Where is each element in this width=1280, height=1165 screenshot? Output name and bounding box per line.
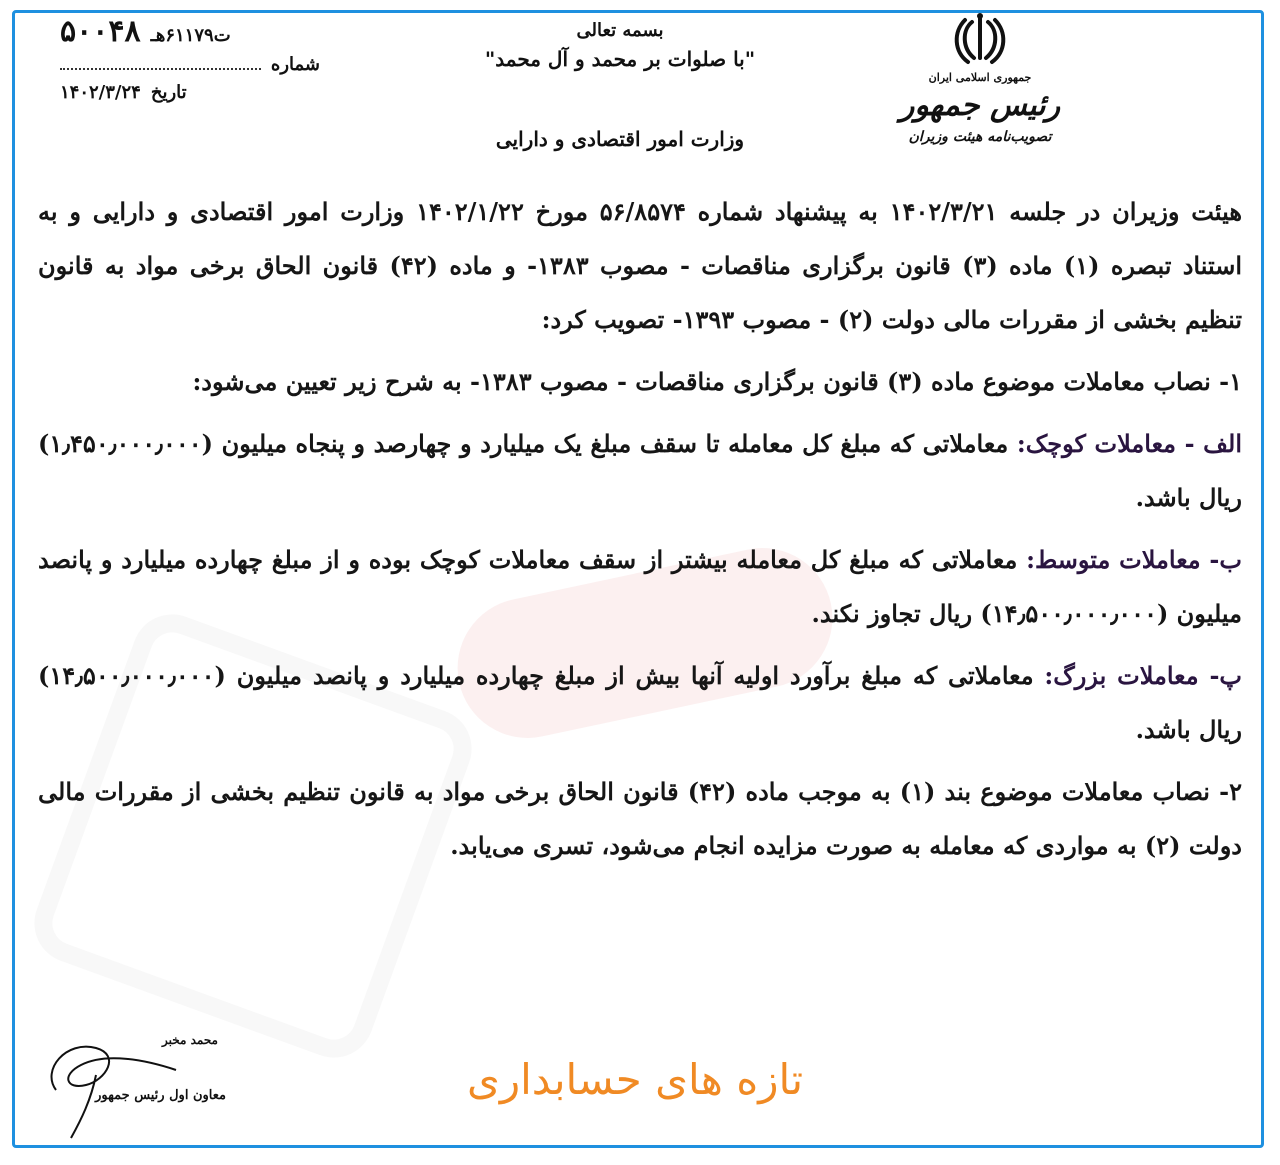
watermark-caption: تازه های حسابداری	[466, 1055, 804, 1104]
signature-mark	[36, 1030, 186, 1140]
presidency-title: رئیس جمهور	[899, 88, 1061, 123]
letter-number-row	[60, 14, 320, 50]
signer-block	[36, 1030, 226, 1106]
clause-1: ۱- نصاب معاملات موضوع ماده (۳) قانون برگزاری مناقصات - مصوب ۱۳۸۳- به شرح زیر تعیین می‌شود:	[192, 367, 1242, 396]
date-label: تاریخ	[150, 82, 187, 103]
recipient: وزارت امور اقتصادی و دارایی	[495, 127, 745, 151]
large-transactions-text: معاملاتی که مبلغ برآورد اولیه آنها بیش از مبلغ چهارده میلیارد و پانصد میلیون (۱۴٫۵۰۰٫۰۰۰٫۰۰۰) ریال باشد.	[38, 661, 1242, 744]
large-transactions-label: پ- معاملات بزرگ:	[1044, 661, 1242, 690]
letter-date: ۱۴۰۲/۳/۲۴	[60, 82, 141, 103]
salavat: "با صلوات بر محمد و آل محمد"	[484, 47, 756, 71]
clause-small-transactions	[38, 417, 1242, 525]
clause-2: ۲- نصاب معاملات موضوع بند (۱) به موجب ماده (۴۲) قانون الحاق برخی مواد به قانون تنظیم بخشی از مقررات مالی دولت (۲) به مواردی که معامله به صورت مزایده انجام می‌شود، تسری می‌یابد.	[38, 777, 1243, 860]
signer-title: معاون اول رئیس جمهور	[95, 1088, 226, 1103]
intro-paragraph: هیئت وزیران در جلسه ۱۴۰۲/۳/۲۱ به پیشنهاد شماره ۵۶/۸۵۷۴ مورخ ۱۴۰۲/۱/۲۲ وزارت امور اقتصادی و دارایی و به استناد تبصره (۱) ماده (۳) قانون برگزاری مناقصات - مصوب ۱۳۸۳- و ماده (۴۲) قانون الحاق برخی مواد به قانون تنظیم بخشی از مقررات مالی دولت (۲) - مصوب ۱۳۹۳- تصویب کرد:	[38, 197, 1243, 334]
decree-body	[38, 185, 1242, 873]
number-dotted-line	[60, 50, 261, 70]
letter-reference: ت۶۱۱۷۹هـ	[150, 25, 231, 46]
cabinet-approval-label: تصویب‌نامه هیئت وزیران	[908, 129, 1052, 145]
iran-emblem-icon	[890, 12, 1070, 70]
small-transactions-text: معاملاتی که مبلغ کل معامله تا سقف مبلغ یک میلیارد و چهارصد و پنجاه میلیون (۱٫۴۵۰٫۰۰۰٫۰۰۰) ریال باشد.	[38, 429, 1242, 512]
small-transactions-label: الف - معاملات کوچک:	[1016, 429, 1242, 458]
clause-medium-transactions	[38, 533, 1242, 641]
issuer-block	[890, 12, 1070, 148]
basmala: بسمه تعالی	[576, 20, 664, 41]
medium-transactions-text: معاملاتی که مبلغ کل معامله بیشتر از سقف معاملات کوچک بوده و از مبلغ چهارده میلیارد و پانصد میلیون (۱۴٫۵۰۰٫۰۰۰٫۰۰۰) ریال تجاوز نکند.	[38, 545, 1242, 628]
signer-name: محمد مخبر	[161, 1033, 218, 1047]
letter-meta	[60, 14, 320, 107]
letter-heading	[440, 18, 800, 154]
clause-large-transactions	[38, 649, 1242, 757]
letter-number: ۵۰۰۴۸	[60, 14, 141, 49]
medium-transactions-label: ب- معاملات متوسط:	[1026, 545, 1242, 574]
number-row	[60, 50, 320, 79]
number-label: شماره	[270, 54, 320, 75]
republic-label: جمهوری اسلامی ایران	[928, 71, 1032, 84]
date-row	[60, 79, 320, 107]
